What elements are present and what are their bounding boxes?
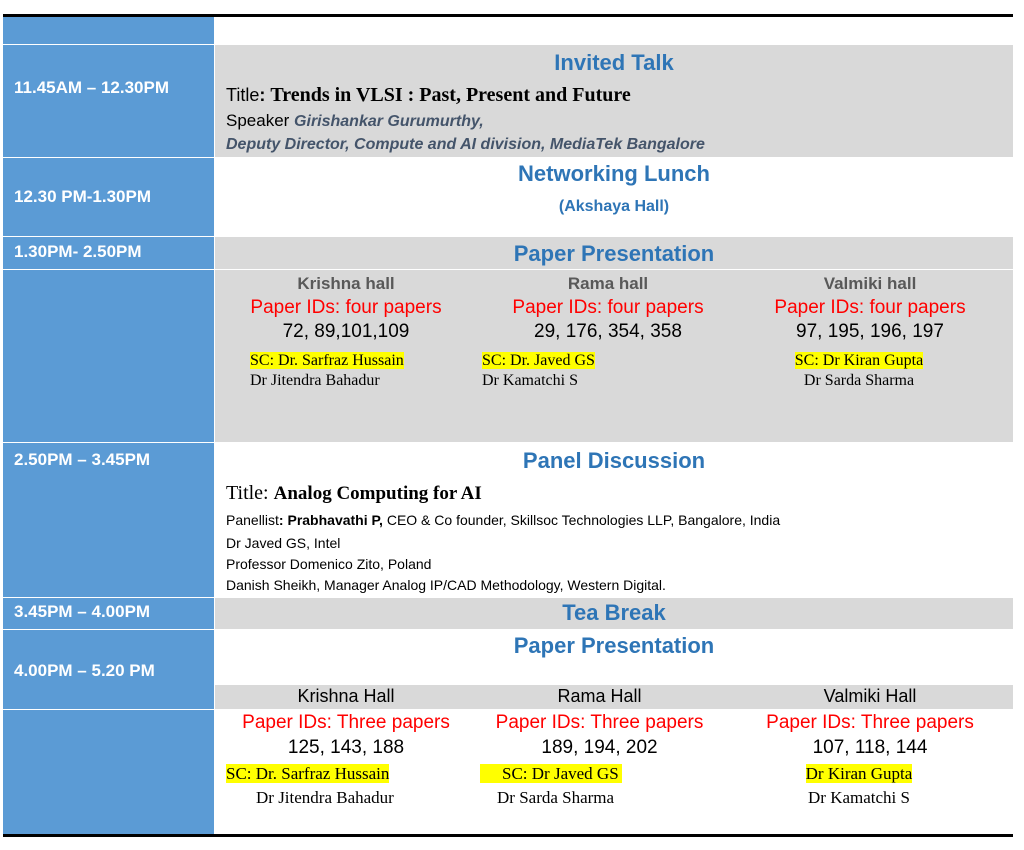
paper-ids: 97, 195, 196, 197 xyxy=(796,321,944,342)
session-chair: SC: Dr Kiran Gupta xyxy=(794,352,924,369)
invited-speaker-line xyxy=(226,111,484,131)
panellist-line xyxy=(226,512,780,528)
time-column xyxy=(3,17,214,834)
speaker-affiliation: Deputy Director, Compute and AI division, MediaTek Bangalore xyxy=(226,136,705,153)
speaker-name: Girishankar Gurumurthy, xyxy=(294,113,484,130)
panellist-name: Prabhavathi P, xyxy=(287,512,383,528)
row-separator xyxy=(3,44,1013,45)
time-paper1: 1.30PM- 2.50PM xyxy=(14,242,142,261)
invited-title-label: Title xyxy=(226,85,260,105)
paper-ids-label: Paper IDs: four papers xyxy=(774,297,966,318)
row-separator xyxy=(3,597,1013,598)
row-separator xyxy=(3,442,1013,443)
row-separator xyxy=(3,236,1013,237)
panel-title-label: Title: xyxy=(226,482,274,504)
session-chair: SC: Dr. Sarfraz Hussain xyxy=(226,764,390,783)
invited-title-sep: : xyxy=(259,85,271,105)
paper1-member-valmiki: Dr Sarda Sharma xyxy=(803,372,915,389)
paper1-hall-krishna xyxy=(215,274,477,343)
row-separator xyxy=(3,269,1013,270)
paper2-heading: Paper Presentation xyxy=(513,633,715,658)
bottom-border xyxy=(3,834,1013,837)
paper1-sc-valmiki xyxy=(739,352,979,370)
panellist-sep: : xyxy=(278,512,288,528)
panel-title-line xyxy=(226,482,482,505)
paper2-sc-valmiki xyxy=(739,764,979,784)
panellist-label: Panellist xyxy=(226,512,279,528)
panellist-item: Dr Javed GS, Intel xyxy=(226,535,341,551)
session-chair: SC: Dr. Javed GS xyxy=(482,352,595,369)
hall-name: Rama Hall xyxy=(557,686,642,706)
lunch-venue: (Akshaya Hall) xyxy=(558,198,670,215)
invited-title: Trends in VLSI : Past, Present and Future xyxy=(270,84,631,106)
paper-ids: 107, 118, 144 xyxy=(812,737,928,758)
panel-heading: Panel Discussion xyxy=(522,448,706,473)
tea-heading: Tea Break xyxy=(562,600,666,625)
time-paper2: 4.00PM – 5.20 PM xyxy=(14,661,155,680)
row-separator xyxy=(3,629,1013,630)
time-invited: 11.45AM – 12.30PM xyxy=(14,78,169,97)
row-separator xyxy=(3,157,1013,158)
panellist-item: Danish Sheikh, Manager Analog IP/CAD Methodology, Western Digital. xyxy=(226,577,666,593)
paper-ids-label: Paper IDs: Three papers xyxy=(766,712,974,733)
paper-ids-label: Paper IDs: Three papers xyxy=(495,712,704,733)
hall-name: Rama hall xyxy=(567,274,649,293)
paper2-member-krishna: Dr Jitendra Bahadur xyxy=(256,788,394,807)
paper-ids: 72, 89,101,109 xyxy=(282,321,410,342)
paper2-member-valmiki: Dr Kamatchi S xyxy=(808,788,910,807)
paper2-hall-valmiki xyxy=(739,686,1001,759)
paper2-hall-krishna xyxy=(215,686,477,759)
paper-ids-label: Paper IDs: four papers xyxy=(250,297,442,318)
paper1-hall-rama xyxy=(477,274,739,343)
paper2-member-rama: Dr Sarda Sharma xyxy=(497,788,615,807)
session-chair: SC: Dr Javed GS xyxy=(480,764,622,783)
hall-name: Valmiki Hall xyxy=(823,686,917,706)
time-panel: 2.50PM – 3.45PM xyxy=(14,450,151,469)
panellist-detail: CEO & Co founder, Skillsoc Technologies LLP, Bangalore, India xyxy=(382,512,781,528)
paper1-member-rama: Dr Kamatchi S xyxy=(482,372,578,389)
panel-title: Analog Computing for AI xyxy=(273,483,482,504)
session-chair: SC: Dr. Sarfraz Hussain xyxy=(250,352,404,369)
time-tea: 3.45PM – 4.00PM xyxy=(14,602,151,621)
paper-ids-label: Paper IDs: Three papers xyxy=(242,712,450,733)
paper1-member-krishna: Dr Jitendra Bahadur xyxy=(250,372,380,389)
time-lunch: 12.30 PM-1.30PM xyxy=(14,187,152,206)
paper-ids-label: Paper IDs: four papers xyxy=(512,297,704,318)
hall-name: Valmiki hall xyxy=(823,274,917,293)
hall-name: Krishna hall xyxy=(297,274,395,293)
paper-ids: 189, 194, 202 xyxy=(541,737,658,758)
paper1-sc-krishna xyxy=(250,352,404,370)
paper1-hall-valmiki xyxy=(739,274,1001,343)
lunch-heading: Networking Lunch xyxy=(518,161,710,186)
speaker-label: Speaker xyxy=(226,111,295,130)
panellist-item: Professor Domenico Zito, Poland xyxy=(226,556,432,572)
paper-ids: 29, 176, 354, 358 xyxy=(534,321,682,342)
paper-ids: 125, 143, 188 xyxy=(287,737,405,758)
invited-title-line xyxy=(226,84,631,107)
paper2-hall-rama xyxy=(477,686,722,759)
session-chair: Dr Kiran Gupta xyxy=(805,764,913,783)
invited-heading: Invited Talk xyxy=(554,50,674,75)
top-border xyxy=(3,14,1013,17)
paper2-sc-rama xyxy=(480,764,622,784)
paper2-sc-krishna xyxy=(226,764,389,784)
paper1-sc-rama xyxy=(482,352,595,370)
paper1-heading: Paper Presentation xyxy=(513,241,715,266)
hall-name: Krishna Hall xyxy=(297,686,395,706)
